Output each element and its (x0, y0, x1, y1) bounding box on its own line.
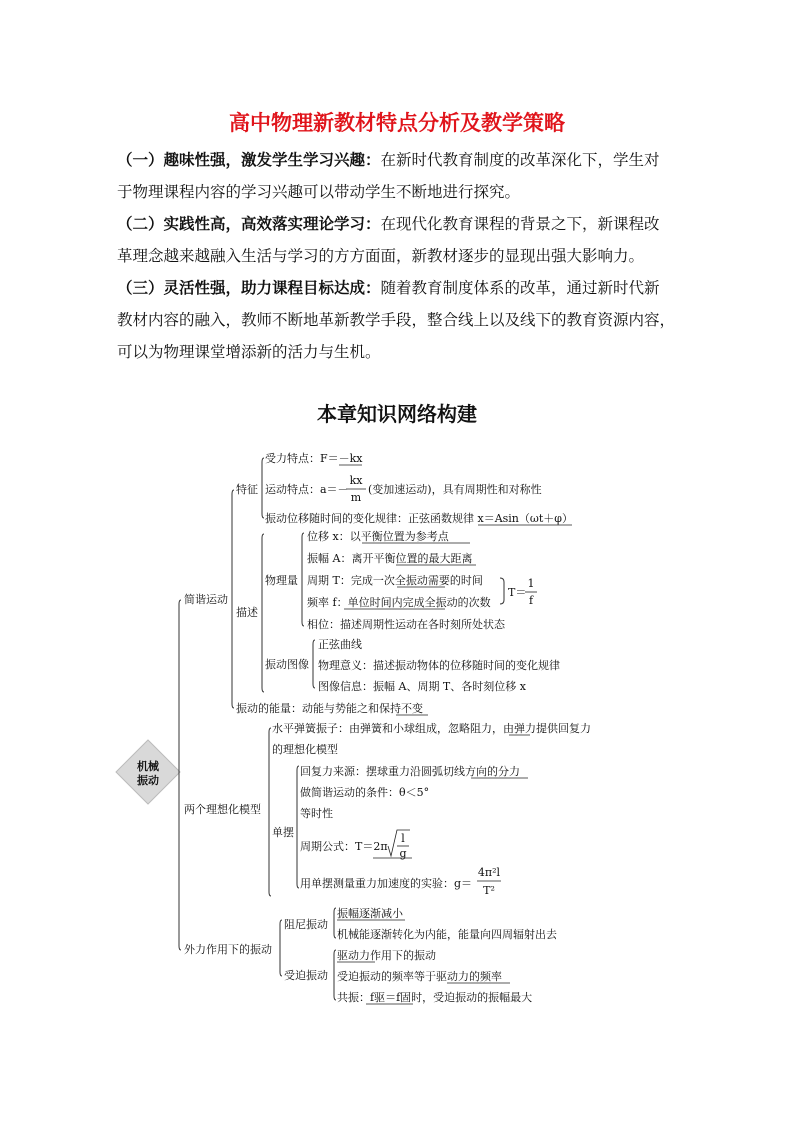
damped-item: 机械能逐渐转化为内能，能量向四周辐射出去 (337, 928, 557, 941)
bracket-description (262, 534, 264, 692)
force-feature: 受力特点：F＝－kx (265, 452, 363, 465)
bracket-physical-quantity (302, 533, 304, 626)
fraction-numerator: l (401, 832, 405, 845)
node-physical-quantity: 物理量 (265, 574, 298, 587)
paragraph-heading: （二）实践性高，高效落实理论学习： (117, 215, 381, 233)
fraction-numerator: 1 (527, 577, 535, 590)
forced-item: 受迫振动的频率等于驱动力的频率 (337, 970, 502, 983)
pq-item: 周期 T：完成一次全振动需要的时间 (307, 574, 483, 587)
pq-item: 相位：描述周期性运动在各时刻所处状态 (307, 618, 505, 631)
period-formula: T＝ (508, 586, 527, 599)
root-bracket (179, 600, 181, 950)
spring-oscillator: 水平弹簧振子：由弹簧和小球组成，忽略阻力，由弹力提供回复力 (272, 722, 591, 735)
bracket-simple-harmonic (232, 490, 234, 708)
spring-oscillator-cont: 的理想化模型 (272, 743, 338, 756)
paragraph-text: 在现代化教育课程的背景之下，新课程改 (380, 215, 660, 233)
pendulum-item: 回复力来源：摆球重力沿圆弧切线方向的分力 (300, 765, 520, 778)
node-forced: 受迫振动 (284, 969, 328, 982)
node-simple-harmonic: 简谐运动 (184, 593, 228, 606)
bracket-vibration-graph (313, 640, 315, 688)
vg-item: 物理意义：描述振动物体的位移随时间的变化规律 (318, 659, 560, 672)
bracket-forced (334, 950, 336, 1000)
fraction-numerator: 4π²l (477, 866, 501, 879)
paragraph-text: 于物理课程内容的学习兴趣可以带动学生不断地进行探究。 (117, 183, 521, 201)
fraction-denominator: g (399, 847, 407, 860)
section-title: 本章知识网络构建 (317, 402, 477, 426)
bracket-damped (334, 908, 336, 938)
bracket-external-force (280, 920, 282, 976)
pq-item: 位移 x：以平衡位置为参考点 (307, 530, 449, 543)
paragraph-text: 教材内容的融入，教师不断地革新教学手段，整合线上以及线下的教育资源内容， (117, 311, 676, 329)
pendulum-item: 做简谐运动的条件：θ＜5° (300, 786, 430, 799)
paragraph-heading: （一）趣味性强，激发学生学习兴趣： (117, 151, 381, 169)
pq-item: 频率 f：单位时间内完成全振动的次数 (307, 596, 491, 609)
root-label: 机械 (137, 760, 159, 773)
displacement-law: 振动位移随时间的变化规律：正弦函数规律 x＝Asin（ωt＋φ） (265, 512, 573, 525)
node-description: 描述 (236, 606, 258, 619)
node-external-force: 外力作用下的振动 (184, 943, 272, 956)
paragraph-heading: （三）灵活性强，助力课程目标达成： (117, 279, 381, 297)
forced-item: 驱动力作用下的振动 (337, 949, 436, 962)
paragraph-text: 在新时代教育制度的改革深化下，学生对 (380, 151, 660, 169)
node-vibration-graph: 振动图像 (265, 658, 309, 671)
node-ideal-models: 两个理想化模型 (184, 803, 261, 816)
motion-feature: 运动特点：a＝－ (265, 483, 349, 496)
pq-item: 振幅 A：离开平衡位置的最大距离 (307, 552, 473, 565)
root-label: 振动 (137, 774, 159, 787)
vg-item: 正弦曲线 (318, 638, 362, 651)
bracket-period-frequency (500, 578, 504, 604)
pendulum-item: 等时性 (300, 807, 333, 820)
paragraph-text: 革理念越来越融入生活与学习的方方面面，新教材逐步的显现出强大影响力。 (117, 247, 645, 265)
bracket-ideal-models (269, 728, 271, 896)
fraction-denominator: m (350, 491, 362, 504)
fraction-denominator: T² (483, 884, 495, 897)
bracket-pendulum (297, 766, 299, 888)
forced-item: 共振：f驱＝f固时，受迫振动的振幅最大 (337, 991, 533, 1004)
motion-feature-rest: (变加速运动)，具有周期性和对称性 (368, 483, 542, 496)
node-features: 特征 (236, 483, 258, 496)
pendulum-g-experiment: 用单摆测量重力加速度的实验：g＝ (300, 877, 473, 890)
node-damped: 阻尼振动 (284, 918, 328, 931)
paragraph-text: 可以为物理课堂增添新的活力与生机。 (117, 343, 381, 361)
paragraph-text: 随着教育制度体系的改革，通过新时代新 (380, 279, 660, 297)
fraction-denominator: f (528, 594, 534, 607)
bracket-features (262, 458, 264, 518)
page-title: 高中物理新教材特点分析及教学策略 (229, 111, 565, 135)
fraction-numerator: kx (349, 474, 363, 487)
damped-item: 振幅逐渐减小 (337, 907, 403, 920)
pendulum-period: 周期公式：T＝2π (300, 840, 388, 853)
node-energy: 振动的能量：动能与势能之和保持不变 (236, 702, 423, 715)
vg-item: 图像信息：振幅 A、周期 T、各时刻位移 x (318, 680, 526, 693)
node-pendulum: 单摆 (272, 826, 294, 839)
